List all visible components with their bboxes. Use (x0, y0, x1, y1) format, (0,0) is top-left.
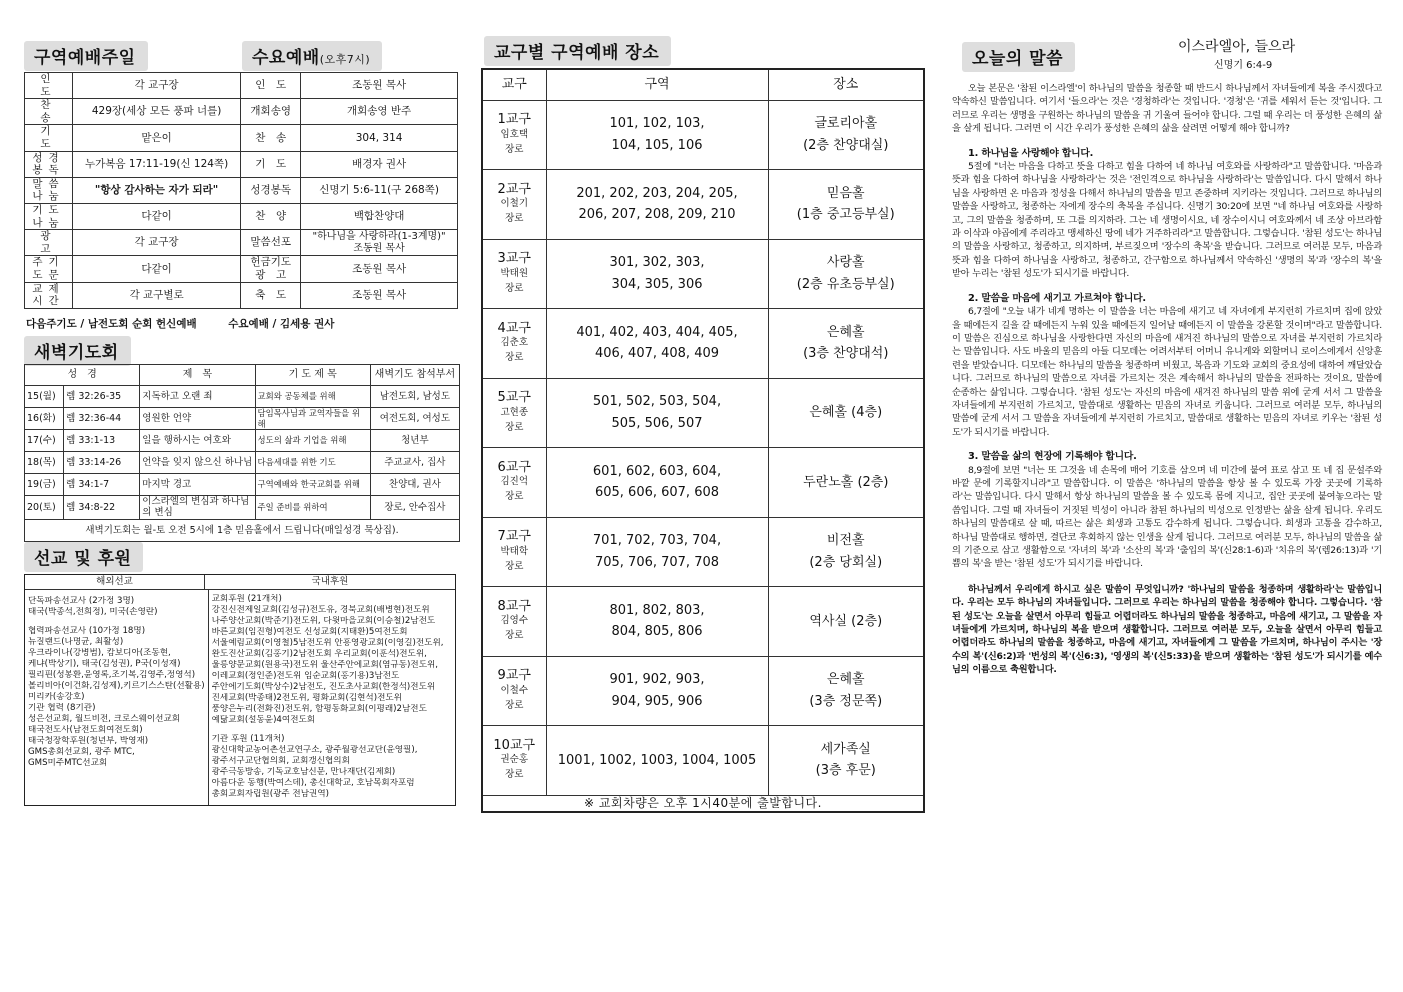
district-groups: 801, 802, 803, 804, 805, 806 (546, 587, 768, 657)
sermon-point-1-heading: 1. 하나님을 사랑해야 합니다. (968, 147, 1094, 159)
district-place: 은혜홀 (3층 정문쪽) (768, 656, 924, 726)
dawn-row (25, 386, 460, 408)
district-row (482, 309, 924, 379)
wednesday-item-label: 성경봉독 (241, 177, 301, 203)
mission-list-item: 단독파송선교사 (2가정 3명) (28, 596, 135, 606)
sunday-item-label: 광 고 (25, 230, 73, 256)
dawn-column-header: 제 목 (140, 365, 255, 386)
worship-row (25, 177, 458, 203)
district-name: 3교구 (497, 251, 531, 267)
mission-list-item: 우크라이나(강병범), 캄보디아(조동현, (28, 648, 171, 658)
dawn-prayer-topic: 담임목사님과 교역자들을 위해 (255, 408, 370, 430)
district-leader: 김영수 장로 (500, 615, 529, 642)
district-row (482, 517, 924, 587)
worship-row (25, 73, 458, 99)
district-worship-title: 교구별 구역예배 장소 (484, 36, 671, 66)
district-row (482, 448, 924, 518)
mission-list-item: 총회교회자립원(광주 전남권역) (211, 789, 329, 799)
dawn-row (25, 496, 460, 520)
mission-list-item: 아름다운 동행(박여스데), 총신대학교, 호남목회자포럼 (211, 778, 415, 788)
dawn-column-header: 성 경 (25, 365, 140, 386)
dawn-prayer-topic: 주일 준비를 위하여 (255, 496, 370, 520)
mission-list-item: 주안에기도회(박상수)2남전도, 진도초사교회(한정석)전도위 (211, 682, 436, 692)
dawn-department: 주교교사, 집사 (370, 452, 459, 474)
district-cell (482, 309, 546, 379)
dawn-scripture: 렘 33:14-26 (64, 452, 140, 474)
dawn-prayer-table (24, 364, 460, 542)
district-cell (482, 587, 546, 657)
worship-row (25, 203, 458, 229)
dawn-department: 여전도회, 여성도 (370, 408, 459, 430)
district-place: 세가족실 (3층 후문) (768, 726, 924, 796)
mission-list-item: 태국(박종석,전희정), 미국(손영란) (28, 607, 158, 617)
mission-list-item: 태국청장학후원(청년부, 박영재) (28, 736, 149, 746)
district-leader: 이철수 장로 (500, 684, 529, 711)
wednesday-item-value: 신명기 5:6-11(구 268쪽) (301, 177, 458, 203)
district-place: 사랑홀 (2층 유초등부실) (768, 239, 924, 309)
mission-list-item: 강진신전제일교회(김성규)전도유, 경북교회(배병현)전도위 (211, 605, 430, 615)
mission-list-item: 기관 후원 (11개처) (211, 734, 285, 744)
sunday-item-label: 기 도 (25, 125, 73, 151)
dawn-day: 18(목) (25, 452, 64, 474)
dawn-topic: 일을 행하시는 여호와 (140, 430, 255, 452)
dawn-prayer-topic: 다음세대를 위한 기도 (255, 452, 370, 474)
dawn-scripture: 렘 32:36-44 (64, 408, 140, 430)
wednesday-item-value: "하나님을 사랑하라(1-3계명)" 조동원 목사 (301, 230, 458, 256)
district-leader: 고현종 장로 (500, 406, 529, 433)
district-row (482, 726, 924, 796)
dawn-footer-note: 새벽기도회는 월-토 오전 5시에 1층 믿음홀에서 드립니다(매일성경 묵상집). (25, 519, 460, 541)
wednesday-item-value: 조동원 목사 (301, 282, 458, 308)
dawn-prayer-topic: 성도의 삶과 기업을 위해 (255, 430, 370, 452)
district-row (482, 587, 924, 657)
mission-list-item: 볼리비아(이건화,김성제),키르기스스탄(선활용) (28, 681, 205, 691)
district-leader: 김춘호 장로 (500, 337, 529, 364)
mission-support-title: 선교 및 후원 (24, 542, 143, 572)
worship-row (25, 99, 458, 125)
dawn-row (25, 430, 460, 452)
dawn-day: 20(토) (25, 496, 64, 520)
mission-list-item: 진세교회(박종태)2전도위, 평화교회(김현석)전도위 (211, 693, 402, 703)
sermon-point-2-heading: 2. 말씀을 마음에 새기고 가르쳐야 합니다. (968, 292, 1146, 304)
worship-row (25, 151, 458, 177)
mission-list-item: 교회후원 (21개처) (211, 594, 282, 604)
domestic-support-header: 국내후원 (311, 576, 349, 587)
district-place: 믿음홀 (1층 중고등부실) (768, 170, 924, 240)
sunday-item-label: 인 도 (25, 73, 73, 99)
dawn-day: 17(수) (25, 430, 64, 452)
mission-list-item: 광신대학교농어촌선교연구소, 광주월광선교단(윤영필), (211, 745, 418, 755)
dawn-department: 청년부 (370, 430, 459, 452)
wednesday-item-label: 기 도 (241, 151, 301, 177)
dawn-day: 15(월) (25, 386, 64, 408)
wednesday-item-label: 인 도 (241, 73, 301, 99)
sermon-point-2-text: 6,7절에 "오늘 내가 네게 명하는 이 말씀을 너는 마음에 새기고 네 자녀에게 부지런히 가르치며 집에 앉았을 때에든지 길을 갈 때에든지 누워 있을 때에든지 일어날 때에든지 이 말씀을 강론할 것이며"라고 말씀합니다. 이 말씀은 진심으로 하나님을 사랑한다면 자신의 마음에 새겨진 하나님의 말씀으로 자녀를 부지런히 가르치라는 말씀입니다. 사도 바울의 믿음의 아들 디모데는 어려서부터 어머니 유니게와 외할머니 로이스에게서 신앙훈련을 받았습니다. 디모데는 하나님의 말씀을 청종하며 비웠고, 복음과 기도와 교회의 중요성에 대하여 깨달았습니다. 그러므로 하나님의 말씀으로 자녀를 가르치는 것은 계속해서 하나님의 말씀을 전파하는 것이요, 말씀에 순종하는 삶입니다. 그렇습니다. '참된 성도'는 자신의 마음에 새겨진 하나님의 말씀 위에 굳게 서서 그 말씀을 자녀들에게 부지런히 가르치고, 말씀대로 생활하는 믿음의 자녀로 키웁니다. 그러므로 여러분 모두, 하나님의 말씀에 굳게 서서 그 말씀을 자녀들에게 부지런히 가르치고, 말씀대로 생활하는 믿음의 자녀로 키우는 '참된 성도'가 되시기를 바랍니다. (952, 306, 1382, 438)
district-leader: 박태원 장로 (500, 267, 529, 294)
dawn-scripture: 렘 32:26-35 (64, 386, 140, 408)
wednesday-item-label: 축 도 (241, 282, 301, 308)
district-row (482, 100, 924, 170)
mission-list-item: 울릉양문교회(원용국)전도위 울산주안에교회(염규동)전도위, (211, 660, 439, 670)
sunday-item-value: 각 교구장 (73, 230, 241, 256)
dawn-topic: 지독하고 오랜 죄 (140, 386, 255, 408)
sunday-item-value: "항상 감사하는 자가 되라" (73, 177, 241, 203)
mission-list-item: 케냐(박상기), 태국(김성권), P국(이성재) (28, 659, 181, 669)
dawn-column-header: 새벽기도 참석부서 (370, 365, 459, 386)
sunday-item-value: 누가복음 17:11-19(신 124쪽) (73, 151, 241, 177)
dawn-scripture: 렘 34:8-22 (64, 496, 140, 520)
district-groups: 901, 902, 903, 904, 905, 906 (546, 656, 768, 726)
sermon-point-1-text: 5절에 "너는 마음을 다하고 뜻을 다하고 힘을 다하여 네 하나님 여호와를 사랑하라"고 말씀합니다. '마음과 뜻과 힘을 다하여 하나님을 사랑하라'는 것은 '전인격으로 하나님을 사랑하라'는 말씀입니다. 다시 말해서 하나님을 사랑하면 온 마음과 정성을 다해서 하나님의 말씀을 믿고 존중하며 지키라는 것입니다. 그러므로 하나님의 말씀을 사랑하고, 청종하는 자에게 장수의 축복을 주십니다. 신명기 30:20에 보면 "네 하나님 여호와를 사랑하고, 그의 말씀을 청종하며, 또 그를 의지하라. 그는 네 생명이시요, 네 장수이시니 여호와께서 네 조상 아브라함과 이삭과 야곱에게 주리라고 맹세하신 땅에 네가 거주하리라"고 말씀합니다. 그렇습니다. '참된 성도'는 하나님의 말씀을 사랑하고, 청종하고, 의지하며, 부르짖으며 '장수의 축복'을 받습니다. 그러므로 여러분 모두, 마음과 뜻과 힘을 다하여 하나님을 사랑하고, 청종하고, 간구함으로 하나님께서 약속하신 '생명의 복'과 '장수의 복'을 받아 누리는 '참된 성도'가 되시기를 바랍니다. (952, 161, 1382, 280)
sunday-item-value: 다같이 (73, 256, 241, 282)
sunday-item-value: 맡은이 (73, 125, 241, 151)
dawn-scripture: 렘 33:1-13 (64, 430, 140, 452)
mission-list-item: 예닮교회(설동윤)4여전도회 (211, 715, 316, 725)
district-cell (482, 448, 546, 518)
district-cell (482, 100, 546, 170)
wednesday-item-label: 찬 송 (241, 125, 301, 151)
sunday-item-label: 성경봉독 (25, 151, 73, 177)
sermon-point-3-text: 8,9절에 보면 "너는 또 그것을 네 손목에 매어 기호를 삼으며 네 미간에 붙여 표로 삼고 또 네 집 문설주와 바깥 문에 기록할지니라"고 말씀합니다. 이 말씀은 '하나님의 말씀을 항상 볼 수 있도록 가장 곳곳에 기록하라'는 말씀입니다. 다시 말해서 항상 하나님의 말씀을 볼 수 있도록 몸에 지니고, 집안 곳곳에 붙여놓으라는 말씀입니다. 그럴 때 자녀들이 거짓된 빅성이 아니라 참된 하나님의 빅성으로 인정받는 삶을 살게 됩니다. 우리도 하나님의 말씀대로 살 때, 따르는 삶은 희생과 고통도 감수하게 됩니다. 그렇습니다. 희생과 고통을 감수하고, 하나님 말씀대로 행하면, 결단코 후회하지 않는 인생을 살게 됩니다. 그러므로 여러분 모두, 하나님의 말씀을 삶의 기준으로 삼고 생활함으로 '자녀의 복'과 '소산의 복'과 '출입의 복'(신28:1-6)과 '치유의 복'(렘26:13)과 '기쁨의 복'을 받는 '참된 성도'가 되시기를 바랍니다. (952, 464, 1382, 570)
district-name: 1교구 (497, 112, 531, 128)
dawn-topic: 영원한 언약 (140, 408, 255, 430)
district-cell (482, 239, 546, 309)
district-row (482, 239, 924, 309)
dawn-prayer-topic: 교회와 공동체를 위해 (255, 386, 370, 408)
dawn-department: 찬양대, 권사 (370, 474, 459, 496)
wednesday-item-label: 찬 양 (241, 203, 301, 229)
sermon-reference: 신명기 6:4-9 (1214, 60, 1273, 71)
district-groups: 101, 102, 103, 104, 105, 106 (546, 100, 768, 170)
wednesday-item-label: 헌금기도 광 고 (241, 256, 301, 282)
sermon-intro: 오늘 본문은 '참된 이스라엘'이 하나님의 말씀을 청종할 때 반드시 하나님께서 자녀들에게 복을 주시겠다고 약속하신 말씀입니다. 여기서 '들으라'는 것은 '경청하라'는 것입니다. '경청'은 '귀를 세워서 듣는 것'입니다. 그러므로 우리는 생명을 구원하는 하나님의 말씀을 귀 기울여 들어야 합니다. 그럴 때 우리는 더 풍성한 은혜의 삶을 살게 됩니다. 그러면 이 시간 우리가 풍성한 은혜의 삶을 살려면 어떻게 해야 합니까? (952, 83, 1382, 135)
sunday-item-value: 429장(세상 모든 풍파 너를) (73, 99, 241, 125)
district-name: 8교구 (497, 598, 531, 614)
district-groups: 601, 602, 603, 604, 605, 606, 607, 608 (546, 448, 768, 518)
mission-list-item: 풍양은누리(전화진)전도위, 함평동화교회(이평래)2남전도 (211, 704, 427, 714)
district-worship-table (481, 68, 925, 813)
district-groups: 401, 402, 403, 404, 405, 406, 407, 408, 409 (546, 309, 768, 379)
sunday-item-value: 각 교구장 (73, 73, 241, 99)
dawn-column-header: 기 도 제 목 (255, 365, 370, 386)
dawn-day: 19(금) (25, 474, 64, 496)
sunday-item-label: 기도나눔 (25, 203, 73, 229)
district-column-header: 구역 (546, 69, 768, 100)
district-name: 7교구 (497, 529, 531, 545)
district-groups: 501, 502, 503, 504, 505, 506, 507 (546, 378, 768, 448)
mission-list-item: 서울예림교회(이영철)5남전도위 안흥영광교회(이영길)전도위, (211, 638, 444, 648)
sermon-title: 이스라엘아, 들으라 (1178, 39, 1296, 55)
wednesday-item-label: 개회송영 (241, 99, 301, 125)
overseas-mission-list (25, 590, 209, 805)
mission-list-item: 나주양산교회(박준기)전도위, 다윗마을교회(이승철)2남전도 (211, 616, 436, 626)
mission-list-item: GMS총회선교회, 광주 MTC, (28, 747, 135, 757)
mission-list-item: 태국전도사(남전도회여전도회) (28, 725, 143, 735)
dawn-day: 16(화) (25, 408, 64, 430)
wednesday-item-value: 조동원 목사 (301, 256, 458, 282)
sunday-item-label: 말씀나눔 (25, 177, 73, 203)
mission-support-box (24, 574, 456, 806)
mission-list-item: 미리카(송강호) (28, 692, 85, 702)
sunday-item-value: 각 교구별로 (73, 282, 241, 308)
mission-list-item: 뉴질랜드(나명균, 최활성) (28, 637, 124, 647)
worship-order-table (24, 72, 458, 309)
wednesday-note: 수요예배 / 김세용 권사 (228, 318, 335, 330)
mission-list-item (212, 726, 452, 734)
mission-list-item: 광주극동방송, 기독교호남신문, 만나재단(김제회) (211, 767, 396, 777)
district-leader: 이철기 장로 (500, 198, 529, 225)
sunday-note: 다음주기도 / 남전도회 순회 헌신예배 (26, 318, 197, 330)
district-groups: 201, 202, 203, 204, 205, 206, 207, 208, 209, 210 (546, 170, 768, 240)
district-cell (482, 656, 546, 726)
worship-row (25, 282, 458, 308)
worship-row (25, 125, 458, 151)
district-row (482, 656, 924, 726)
wednesday-item-value: 조동원 목사 (301, 73, 458, 99)
district-name: 4교구 (497, 320, 531, 336)
district-name: 2교구 (497, 181, 531, 197)
district-column-header: 장소 (768, 69, 924, 100)
dawn-topic: 이스라엘의 변심과 하나님의 변심 (140, 496, 255, 520)
mission-list-item: GMS미주MTC선교회 (28, 758, 108, 768)
district-name: 5교구 (497, 390, 531, 406)
worship-row (25, 256, 458, 282)
mission-list-item: 바른교회(임진형)여전도 신성교회(지태환)5여전도회 (211, 627, 408, 637)
sunday-item-label: 교제시간 (25, 282, 73, 308)
sunday-item-label: 찬 송 (25, 99, 73, 125)
wednesday-item-value: 개회송영 반주 (301, 99, 458, 125)
dawn-prayer-title: 새벽기도회 (24, 336, 131, 366)
overseas-mission-header: 해외선교 (25, 575, 205, 589)
district-groups: 1001, 1002, 1003, 1004, 1005 (546, 726, 768, 796)
mission-list-item: 협력파송선교사 (10가정 18명) (28, 626, 146, 636)
district-place: 은혜홀 (3층 찬양대석) (768, 309, 924, 379)
district-row (482, 378, 924, 448)
district-row (482, 170, 924, 240)
wednesday-time: (오후7시) (319, 53, 371, 66)
mission-list-item: 필리핀(성봉환,윤영록,조기복,김영주,정영석) (28, 670, 196, 680)
sermon-conclusion: 하나님께서 우리에게 하시고 싶은 말씀이 무엇입니까? '하나님의 말씀을 청종하며 생활하라'는 말씀입니다. 우리는 모두 하나님의 자녀들입니다. 그러므로 우리는 하나님의 말씀을 청종해야 합니다. 그렇습니다. '참된 성도'는 오늘을 살면서 아무리 힘들고 어렵더라도 하나님의 말씀을 청종하고, 마음에 새기고, 그 말씀을 자녀들에게 가르치며, 하나님의 복을 받으며 생활합니다. 그러므로 여러분 모두, 오늘을 살면서 아무리 힘들고 어렵더라도 하나님의 말씀을 청종하고, 마음에 새기고, 자녀들에게 그 말씀을 가르치며, 하나님이 주시는 '장수의 복'(신6:2)과 '번성의 복'(신6:3), '영생의 복'(신5:33)을 받으며 생활하는 '참된 성도'가 되시기를 예수님의 이름으로 축원합니다. (952, 583, 1382, 676)
mission-list-item: 성은선교회, 월드비전, 크로스웨이선교회 (28, 714, 181, 724)
wednesday-item-value: 백합찬양대 (301, 203, 458, 229)
district-cell (482, 170, 546, 240)
wednesday-item-value: 304, 314 (301, 125, 458, 151)
dawn-row (25, 408, 460, 430)
district-cell (482, 517, 546, 587)
wednesday-item-label: 말씀선포 (241, 230, 301, 256)
district-place: 은혜홀 (4층) (768, 378, 924, 448)
district-leader: 박태학 장로 (500, 545, 529, 572)
mission-list-item: 이레교회(정인준)전도위 임순교회(홍기용)3남전도 (211, 671, 400, 681)
dawn-topic: 언약을 잊지 않으신 하나님 (140, 452, 255, 474)
vehicle-departure-note: ※ 교회차량은 오후 1시40분에 출발합니다. (482, 795, 924, 812)
dawn-department: 장로, 안수집사 (370, 496, 459, 520)
district-column-header: 교구 (482, 69, 546, 100)
district-place: 역사실 (2층) (768, 587, 924, 657)
sunday-item-value: 다같이 (73, 203, 241, 229)
wednesday-item-value: 배경자 권사 (301, 151, 458, 177)
dawn-row (25, 452, 460, 474)
sermon-point-3-heading: 3. 말씀을 삶의 현장에 기록해야 합니다. (968, 451, 1137, 463)
district-name: 6교구 (497, 459, 531, 475)
district-leader: 김진억 장로 (500, 476, 529, 503)
district-name: 9교구 (497, 668, 531, 684)
mission-list-item: 광주서구교단협의회, 교회갱신협의회 (211, 756, 350, 766)
dawn-topic: 마지막 경고 (140, 474, 255, 496)
district-leader: 권순홍 장로 (500, 754, 529, 781)
wednesday-worship-title (242, 41, 382, 71)
dawn-prayer-topic: 구역예배와 한국교회를 위해 (255, 474, 370, 496)
worship-row (25, 230, 458, 256)
sunday-item-label: 주기도문 (25, 256, 73, 282)
district-groups: 701, 702, 703, 704, 705, 706, 707, 708 (546, 517, 768, 587)
district-place: 글로리아홀 (2층 찬양대실) (768, 100, 924, 170)
district-cell (482, 378, 546, 448)
sermon-body (952, 82, 1382, 677)
mission-list-item (28, 618, 205, 626)
district-leader: 임호택 장로 (500, 128, 529, 155)
mission-list-item: 기관 협력 (8기관) (28, 703, 96, 713)
dawn-department: 남전도회, 남성도 (370, 386, 459, 408)
worship-notes (26, 316, 362, 331)
wednesday-title-text: 수요예배 (252, 48, 320, 68)
mission-list-item: 완도진산교회(김홍기)2남전도회 우리교회(이훈석)전도위, (211, 649, 427, 659)
district-place: 비전홀 (2층 당회실) (768, 517, 924, 587)
district-groups: 301, 302, 303, 304, 305, 306 (546, 239, 768, 309)
district-name: 10교구 (493, 737, 536, 753)
district-place: 두란노홀 (2층) (768, 448, 924, 518)
sunday-worship-title: 구역예배주일 (24, 41, 148, 71)
dawn-row (25, 474, 460, 496)
todays-word-title: 오늘의 말씀 (962, 42, 1075, 72)
domestic-support-list (209, 590, 455, 805)
district-cell (482, 726, 546, 796)
dawn-scripture: 렘 34:1-7 (64, 474, 140, 496)
